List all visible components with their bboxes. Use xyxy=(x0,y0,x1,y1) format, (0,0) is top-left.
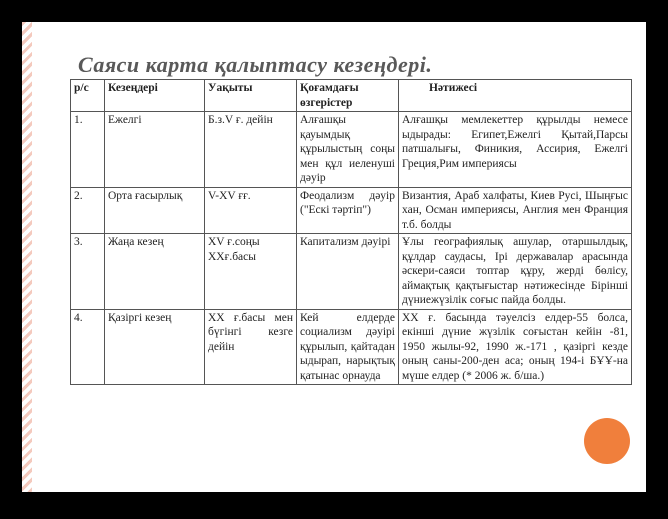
cell-result: XX ғ. басында тәуелсіз елдер-55 болса, екінші дүние жүзілік соғыстан кейін -81, 1950 жылы-92, 1990 ж.-171 , қазіргі кезде оның саны-200-ден аса; оның 194-і БҰҰ-на мүше елдер (* 2006 ж. б/ша.) xyxy=(399,309,632,385)
table-row xyxy=(71,112,632,188)
cell-changes: Кей елдерде социализм дәуірі құрылып, қайтадан ыдырап, нарықтық қатынас орнауда xyxy=(297,309,399,385)
cell-time: Б.з.V ғ. дейін xyxy=(205,112,297,188)
cell-number: 3. xyxy=(71,234,105,310)
cell-result: Ұлы географиялық ашулар, отаршылдық, құлдар саудасы, Ірі державалар арасында әскери-саяси топтар құру, жерді бөлісу, аймақтық қақтығыстар нәтижесінде Бірінші дүниежүзілік соғыс пайда болды. xyxy=(399,234,632,310)
header-changes: Қоғамдағы өзгерістер xyxy=(297,80,399,112)
cell-number: 2. xyxy=(71,187,105,234)
cell-changes: Капитализм дәуірі xyxy=(297,234,399,310)
cell-changes: Алғашқы қауымдық құрылыстың соңы мен құл иеленуші дәуір xyxy=(297,112,399,188)
decorative-stripe xyxy=(22,22,32,492)
table-row xyxy=(71,187,632,234)
cell-time: V-XV ғғ. xyxy=(205,187,297,234)
header-result: Нәтижесі xyxy=(399,80,632,112)
slide-title: Саяси карта қалыптасу кезеңдері. xyxy=(78,52,433,77)
cell-number: 4. xyxy=(71,309,105,385)
header-number: р/с xyxy=(71,80,105,112)
slide xyxy=(22,22,646,492)
cell-period: Жаңа кезең xyxy=(105,234,205,310)
cell-time: XV ғ.соңы XXғ.басы xyxy=(205,234,297,310)
table-row xyxy=(71,234,632,310)
header-time: Уақыты xyxy=(205,80,297,112)
cell-time: XX ғ.басы мен бүгінгі кезге дейін xyxy=(205,309,297,385)
periods-table xyxy=(70,79,632,385)
table-header-row xyxy=(71,80,632,112)
cell-period: Орта ғасырлық xyxy=(105,187,205,234)
decorative-orange-circle xyxy=(584,418,630,464)
header-period: Кезеңдері xyxy=(105,80,205,112)
cell-result: Византия, Араб халфаты, Киев Русі, Шыңғыс хан, Осман империясы, Англия мен Франция т.б. болды xyxy=(399,187,632,234)
cell-result: Алғашқы мемлекеттер құрылды немесе ыдырады: Египет,Ежелгі Қытай,Парсы патшалығы, Финикия, Ассирия, Ежелгі Греция,Рим империясы xyxy=(399,112,632,188)
cell-period: Ежелгі xyxy=(105,112,205,188)
table-row xyxy=(71,309,632,385)
cell-period: Қазіргі кезең xyxy=(105,309,205,385)
cell-number: 1. xyxy=(71,112,105,188)
cell-changes: Феодализм дәуір ("Ескі тәртіп") xyxy=(297,187,399,234)
